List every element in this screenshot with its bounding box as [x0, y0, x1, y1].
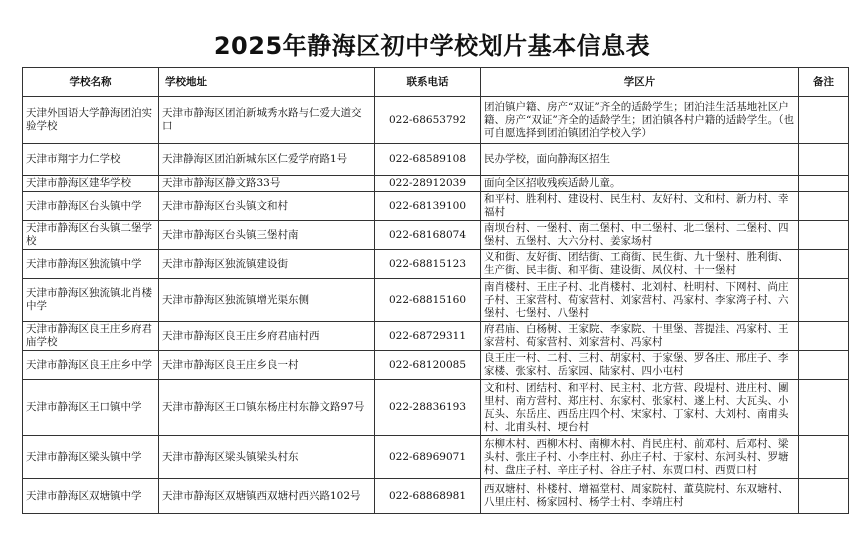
phone-cell: 022-68729311: [375, 322, 481, 351]
school-name-cell: 天津市静海区建华学校: [23, 176, 159, 192]
school-address-cell: 天津市静海区双塘镇西双塘村西兴路102号: [159, 479, 375, 514]
district-cell: 府君庙、白杨树、王家院、李家院、十里堡、菩提洼、冯家村、王家营村、荀家营村、刘家营村、冯家村: [481, 322, 799, 351]
school-address-cell: 天津市静海区独流镇增光渠东侧: [159, 279, 375, 322]
school-name-cell: 天津市静海区台头镇二堡学校: [23, 221, 159, 250]
table-row: [23, 322, 849, 351]
phone-cell: 022-68815123: [375, 250, 481, 279]
table-header-row: [23, 68, 849, 97]
note-cell: [799, 144, 849, 176]
table-row: [23, 279, 849, 322]
note-cell: [799, 380, 849, 436]
table-row: [23, 144, 849, 176]
header-note: 备注: [799, 68, 849, 97]
district-cell: 文和村、团结村、和平村、民主村、北方营、段堤村、进庄村、團里村、南方营村、郑庄村、东家村、张家村、遂上村、大瓦头、小瓦头、东岳庄、西岳庄四个村、宋家村、丁家村、大刘村、南甫头村、北甫头村、埂台村: [481, 380, 799, 436]
phone-cell: 022-28912039: [375, 176, 481, 192]
phone-cell: 022-68139100: [375, 192, 481, 221]
district-cell: 面向全区招收残疾适龄儿童。: [481, 176, 799, 192]
table-row: [23, 192, 849, 221]
district-cell: 东柳木村、西柳木村、南柳木村、肖民庄村、前邓村、后邓村、梁头村、张庄子村、小李庄村、孙庄子村、于家村、东河头村、罗塘村、盘庄子村、辛庄子村、谷庄子村、东贾口村、西贾口村: [481, 436, 799, 479]
school-name-cell: 天津市静海区王口镇中学: [23, 380, 159, 436]
note-cell: [799, 221, 849, 250]
school-name-cell: 天津外国语大学静海团泊实验学校: [23, 97, 159, 144]
school-name-cell: 天津市静海区台头镇中学: [23, 192, 159, 221]
district-cell: 南肖楼村、王庄子村、北肖楼村、北刘村、杜明村、下网村、尚庄子村、王家营村、荀家营村、刘家营村、冯家村、李家湾子村、六堡村、七堡村、八堡村: [481, 279, 799, 322]
table-row: [23, 380, 849, 436]
school-address-cell: 天津静海区团泊新城东区仁爱学府路1号: [159, 144, 375, 176]
school-address-cell: 天津市静海区团泊新城秀水路与仁爱大道交口: [159, 97, 375, 144]
note-cell: [799, 192, 849, 221]
table-row: [23, 97, 849, 144]
school-name-cell: 天津市静海区良王庄乡府君庙学校: [23, 322, 159, 351]
school-address-cell: 天津市静海区梁头镇梁头村东: [159, 436, 375, 479]
school-address-cell: 天津市静海区台头镇文和村: [159, 192, 375, 221]
header-district: 学区片: [481, 68, 799, 97]
school-name-cell: 天津市静海区独流镇北肖楼中学: [23, 279, 159, 322]
district-cell: 良王庄一村、二村、三村、胡家村、于家堡、罗各庄、邢庄子、李家楼、张家村、岳家园、陆家村、四小屯村: [481, 351, 799, 380]
school-name-cell: 天津市静海区双塘镇中学: [23, 479, 159, 514]
district-cell: 和平村、胜利村、建设村、民生村、友好村、文和村、新力村、幸福村: [481, 192, 799, 221]
phone-cell: 022-68653792: [375, 97, 481, 144]
note-cell: [799, 479, 849, 514]
school-address-cell: 天津市静海区良王庄乡府君庙村西: [159, 322, 375, 351]
note-cell: [799, 436, 849, 479]
school-address-cell: 天津市静海区良王庄乡良一村: [159, 351, 375, 380]
note-cell: [799, 176, 849, 192]
school-address-cell: 天津市静海区台头镇三堡村南: [159, 221, 375, 250]
table-row: [23, 351, 849, 380]
note-cell: [799, 250, 849, 279]
note-cell: [799, 322, 849, 351]
phone-cell: 022-68815160: [375, 279, 481, 322]
school-address-cell: 天津市静海区王口镇东杨庄村东静文路97号: [159, 380, 375, 436]
phone-cell: 022-68589108: [375, 144, 481, 176]
phone-cell: 022-68168074: [375, 221, 481, 250]
header-school-name: 学校名称: [23, 68, 159, 97]
school-address-cell: 天津市静海区独流镇建设街: [159, 250, 375, 279]
header-school-address: 学校地址: [159, 68, 375, 97]
school-name-cell: 天津市翔宇力仁学校: [23, 144, 159, 176]
school-name-cell: 天津市静海区独流镇中学: [23, 250, 159, 279]
note-cell: [799, 279, 849, 322]
phone-cell: 022-68868981: [375, 479, 481, 514]
table-row: [23, 221, 849, 250]
phone-cell: 022-68969071: [375, 436, 481, 479]
district-cell: 义和街、友好街、团结街、工商街、民生街、九十堡村、胜利街、生产街、民丰街、和平街、建设街、凤仪村、十一堡村: [481, 250, 799, 279]
school-info-table: [22, 67, 849, 514]
table-row: [23, 250, 849, 279]
phone-cell: 022-28836193: [375, 380, 481, 436]
school-address-cell: 天津市静海区静文路33号: [159, 176, 375, 192]
district-cell: 民办学校，面向静海区招生: [481, 144, 799, 176]
district-cell: 团泊镇户籍、房产“双证”齐全的适龄学生；团泊洼生活基地社区户籍、房产“双证”齐全的适龄学生；团泊镇各村户籍的适龄学生。（也可自愿选择到团泊镇团泊学校入学）: [481, 97, 799, 144]
header-phone: 联系电话: [375, 68, 481, 97]
note-cell: [799, 351, 849, 380]
phone-cell: 022-68120085: [375, 351, 481, 380]
table-row: [23, 436, 849, 479]
table-row: [23, 479, 849, 514]
district-cell: 南坝台村、一堡村、南二堡村、中二堡村、北二堡村、二堡村、四堡村、五堡村、大六分村、姜家场村: [481, 221, 799, 250]
school-name-cell: 天津市静海区良王庄乡中学: [23, 351, 159, 380]
district-cell: 西双塘村、朴楼村、增福堂村、周家院村、董莫院村、东双塘村、八里庄村、杨家园村、杨学士村、李靖庄村: [481, 479, 799, 514]
school-name-cell: 天津市静海区梁头镇中学: [23, 436, 159, 479]
table-row: [23, 176, 849, 192]
page-title: 2025年静海区初中学校划片基本信息表: [213, 32, 651, 60]
note-cell: [799, 97, 849, 144]
